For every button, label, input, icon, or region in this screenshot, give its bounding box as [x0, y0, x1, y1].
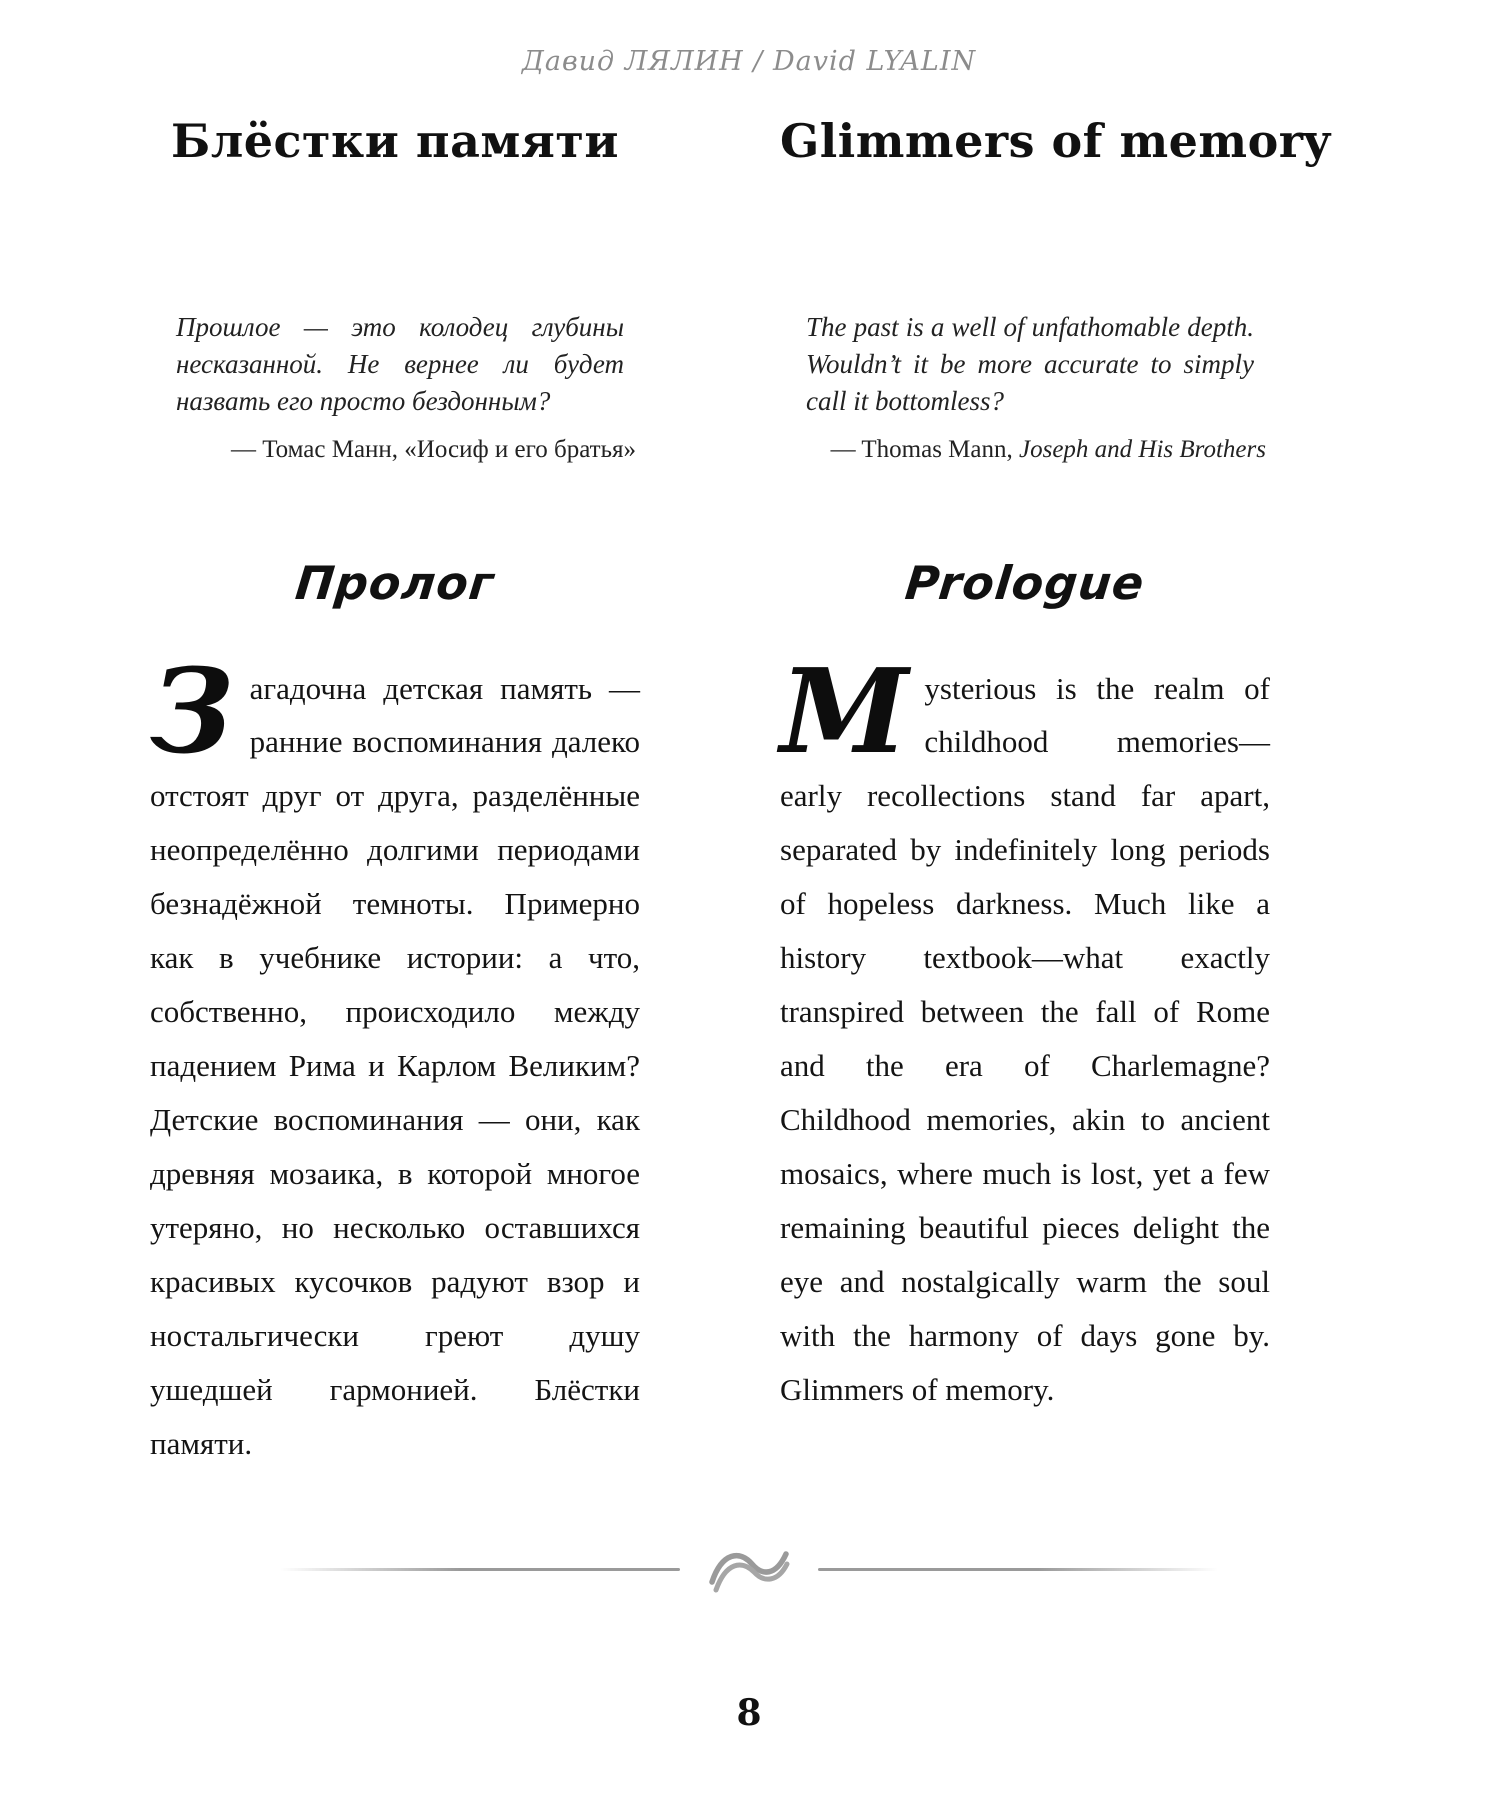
section-divider	[0, 1542, 1498, 1596]
wave-ribbon-ornament-icon	[706, 1542, 792, 1596]
epigraph-ru: Прошлое — это колодец глубины несказанной. Не вернее ли будет назвать его просто бездонным?	[176, 311, 624, 416]
section-heading-ru: Пролог	[292, 555, 498, 610]
dropcap-en: M	[780, 643, 909, 780]
attribution-prefix-en: — Thomas Mann,	[830, 435, 1020, 463]
column-russian	[150, 116, 640, 1502]
two-column-layout	[150, 114, 1331, 1502]
attribution-source-en: Joseph and His Brothers	[1019, 435, 1266, 463]
body-paragraph-en	[780, 643, 1270, 1417]
column-english	[780, 114, 1331, 1502]
page-number: 8	[736, 1692, 762, 1734]
divider-line-right	[818, 1568, 1218, 1571]
running-head-author: Давид ЛЯЛИН / David LYALIN	[521, 46, 977, 77]
body-paragraph-ru	[150, 643, 640, 1471]
dropcap-ru: З	[150, 643, 234, 780]
attribution-prefix-ru: — Томас Манн,	[230, 435, 405, 463]
section-heading-en: Prologue	[902, 555, 1148, 610]
book-title-ru: Блёстки памяти	[171, 114, 619, 168]
attribution-source-ru: «Иосиф и его братья»	[404, 435, 636, 463]
epigraph-attribution-ru	[150, 436, 640, 464]
epigraph-attribution-en	[780, 436, 1270, 464]
divider-line-left	[280, 1568, 680, 1571]
body-text-en: ysterious is the realm of childhood memories—early recollections stand far apart, separated by indefinitely long periods of hopeless darkness. Much like a history textbook—what exactly transpired between the fall of Rome and the era of Charlemagne? Childhood memories, akin to ancient mosaics, where much is lost, yet a few remaining beautiful pieces delight the eye and nostalgically warm the soul with the harmony of days gone by. Glimmers of memory.	[780, 670, 1270, 1407]
book-title-en: Glimmers of memory	[780, 114, 1331, 168]
body-text-ru: агадочна детская память — ранние воспоминания далеко отстоят друг от друга, разделённые неопределённо долгими периодами безнадёжной темноты. Примерно как в учебнике истории: а что, собственно, происходило между падением Рима и Карлом Великим? Детские воспоминания — они, как древняя мозаика, в которой многое утеряно, но несколько оставшихся красивых кусочков радуют взор и ностальгически греют душу ушедшей гармонией. Блёстки памяти.	[150, 670, 640, 1461]
epigraph-en: The past is a well of unfathomable depth. Wouldn’t it be more accurate to simply call it bottomless?	[806, 311, 1254, 416]
